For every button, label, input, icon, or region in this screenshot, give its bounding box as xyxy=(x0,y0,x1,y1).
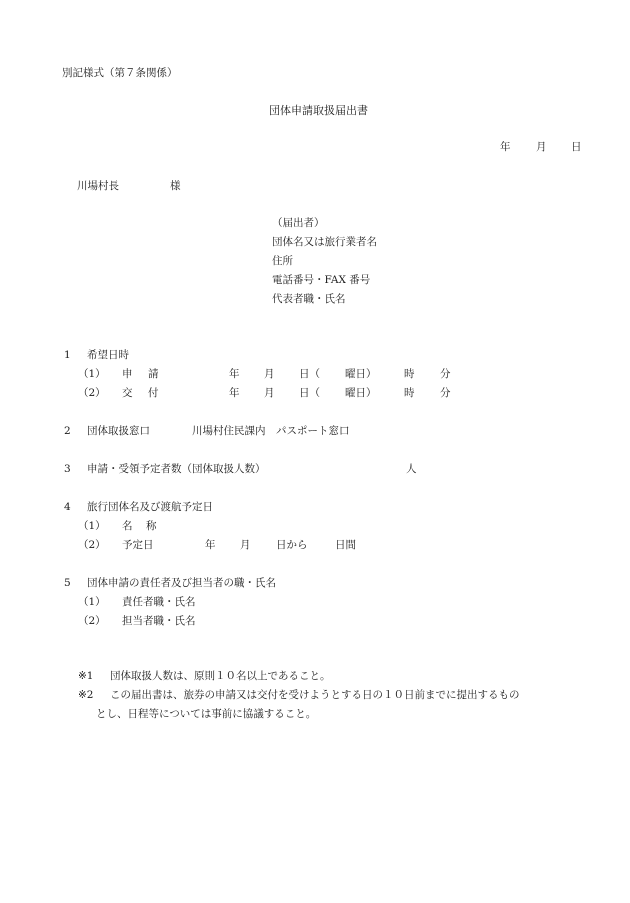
applicant-phone-fax: 電話番号・FAX 番号 xyxy=(272,274,371,286)
addressee-honorific: 様 xyxy=(170,180,181,192)
row-label: 担当者職・氏名 xyxy=(122,615,196,627)
row-month: 月 xyxy=(264,368,275,380)
row-number: （1） xyxy=(78,368,106,380)
row-label-char-1: 交 xyxy=(122,387,133,399)
row-day: 日（ xyxy=(299,368,320,380)
row-number: （2） xyxy=(78,387,106,399)
section-title: 希望日時 xyxy=(87,349,129,361)
note-mark: ※2 xyxy=(78,689,94,701)
section-title: 団体取扱窓口 xyxy=(87,425,150,437)
row-weekday: 曜日） xyxy=(345,368,377,380)
row-minute: 分 xyxy=(440,387,451,399)
row-label: 責任者職・氏名 xyxy=(122,596,196,608)
section-number: 5 xyxy=(64,577,71,589)
row-label: 予定日 xyxy=(122,539,154,551)
applicant-org-name: 団体名又は旅行業者名 xyxy=(272,236,377,248)
section-title: 団体申請の責任者及び担当者の職・氏名 xyxy=(87,577,276,589)
applicant-label: （届出者） xyxy=(272,217,325,229)
row-number: （1） xyxy=(78,596,106,608)
note-text: この届出書は、旅券の申請又は交付を受けようとする日の１０日前までに提出するもの xyxy=(110,689,520,701)
section-unit: 人 xyxy=(406,463,417,475)
row-label-char-2: 請 xyxy=(148,368,159,380)
applicant-representative: 代表者職・氏名 xyxy=(272,293,346,305)
row-weekday: 曜日） xyxy=(345,387,377,399)
row-label-char-1: 申 xyxy=(122,368,133,380)
note-text: 団体取扱人数は、原則１０名以上であること。 xyxy=(110,670,331,682)
row-day: 日（ xyxy=(299,387,320,399)
row-from: 日から xyxy=(276,539,308,551)
form-reference: 別記様式（第７条関係） xyxy=(62,67,178,79)
row-label-char-2: 称 xyxy=(146,520,157,532)
date-month: 月 xyxy=(536,141,547,153)
section-value: 川場村住民課内 パスポート窓口 xyxy=(192,425,350,437)
row-year: 年 xyxy=(229,387,240,399)
row-hour: 時 xyxy=(404,387,415,399)
row-number: （2） xyxy=(78,539,106,551)
note-text-continued: とし、日程等については事前に協議すること。 xyxy=(96,708,317,720)
section-title: 旅行団体名及び渡航予定日 xyxy=(87,501,213,513)
row-hour: 時 xyxy=(404,368,415,380)
row-label-char-2: 付 xyxy=(148,387,159,399)
row-year: 年 xyxy=(205,539,216,551)
section-number: 2 xyxy=(64,425,71,437)
row-month: 月 xyxy=(240,539,251,551)
note-mark: ※1 xyxy=(78,670,94,682)
addressee-name: 川場村長 xyxy=(77,180,119,192)
row-year: 年 xyxy=(229,368,240,380)
row-label-char-1: 名 xyxy=(122,520,133,532)
section-number: 3 xyxy=(64,463,71,475)
section-title: 申請・受領予定者数（団体取扱人数） xyxy=(87,463,266,475)
section-number: 1 xyxy=(64,349,71,361)
row-number: （1） xyxy=(78,520,106,532)
applicant-address: 住所 xyxy=(272,255,293,267)
date-day: 日 xyxy=(571,141,582,153)
row-number: （2） xyxy=(78,615,106,627)
date-year: 年 xyxy=(500,141,511,153)
form-title: 団体申請取扱届出書 xyxy=(269,104,368,117)
row-days: 日間 xyxy=(335,539,356,551)
section-number: 4 xyxy=(64,501,71,513)
row-month: 月 xyxy=(264,387,275,399)
row-minute: 分 xyxy=(440,368,451,380)
